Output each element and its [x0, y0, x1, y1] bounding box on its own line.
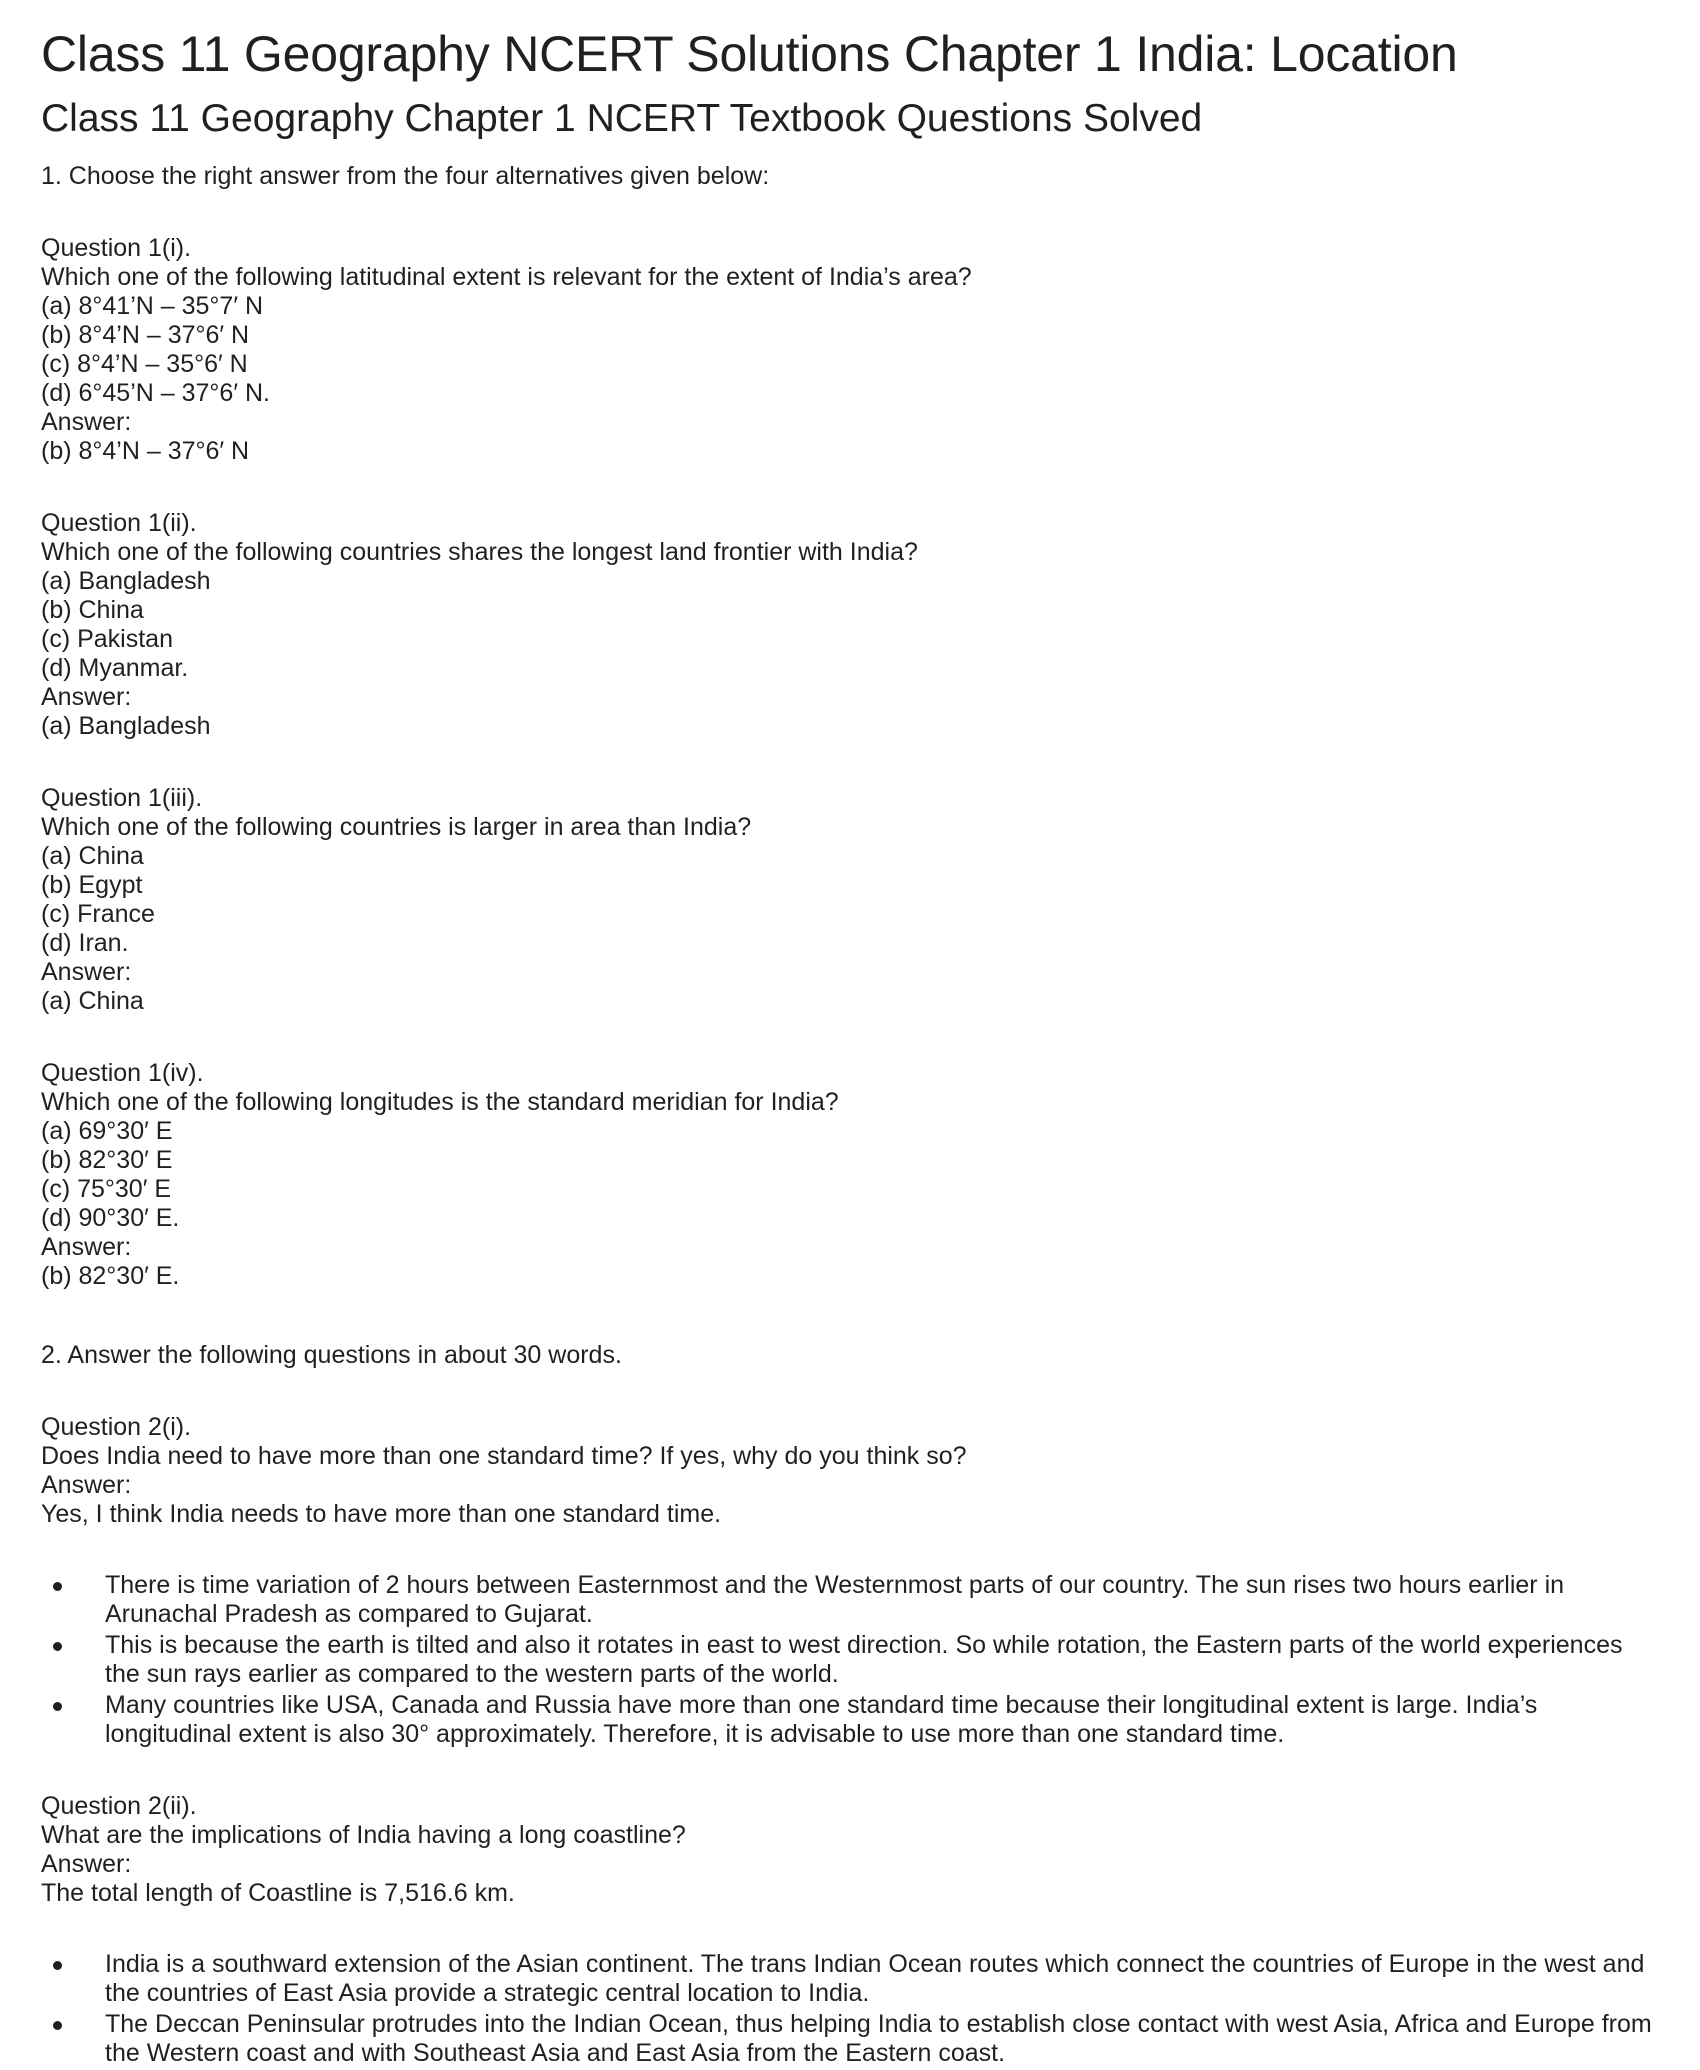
answer-text: The total length of Coastline is 7,516.6 km.	[41, 1879, 515, 1907]
question-block	[41, 1413, 1681, 1529]
option-c: (c) France	[41, 900, 155, 928]
option-a: (a) China	[41, 842, 144, 870]
question-block	[41, 1792, 1681, 1908]
option-d: (d) 6°45’N – 37°6′ N.	[41, 379, 270, 407]
bullet-line: There is time variation of 2 hours between Easternmost and the Westernmost parts of our country. The sun rises two hours earlier in	[105, 1571, 1565, 1599]
answer-label: Answer:	[41, 958, 132, 986]
answer-label: Answer:	[41, 1233, 132, 1261]
option-a: (a) Bangladesh	[41, 567, 211, 595]
bullet-line: India is a southward extension of the Asian continent. The trans Indian Ocean routes which connect the countries of Europe in the west and	[105, 1950, 1645, 1978]
bullet-icon	[53, 1961, 62, 1970]
question-text: Which one of the following countries is larger in area than India?	[41, 813, 752, 841]
bullet-line: This is because the earth is tilted and also it rotates in east to west direction. So while rotation, the Eastern parts of the world experiences	[105, 1631, 1623, 1659]
bullet-list	[41, 1571, 1681, 1749]
option-b: (b) 82°30′ E	[41, 1146, 173, 1174]
bullet-list	[41, 1950, 1681, 2068]
question-label: Question 1(iii).	[41, 784, 203, 812]
bullet-item	[41, 1691, 1700, 1749]
option-d: (d) Myanmar.	[41, 654, 189, 682]
document	[41, 22, 1681, 2070]
bullet-item	[41, 1631, 1700, 1689]
bullet-icon	[53, 1582, 62, 1591]
bullet-line: Arunachal Pradesh as compared to Gujarat.	[105, 1600, 593, 1628]
page-subtitle: Class 11 Geography Chapter 1 NCERT Textbook Questions Solved	[41, 97, 1203, 140]
answer-label: Answer:	[41, 408, 132, 436]
bullet-line: Many countries like USA, Canada and Russia have more than one standard time because their longitudinal extent is large. India’s	[105, 1691, 1538, 1719]
question-text: What are the implications of India having a long coastline?	[41, 1821, 686, 1849]
question-label: Question 1(ii).	[41, 509, 197, 537]
answer-label: Answer:	[41, 683, 132, 711]
option-a: (a) 8°41’N – 35°7′ N	[41, 292, 264, 320]
answer-text: (a) Bangladesh	[41, 712, 211, 740]
question-block	[41, 1059, 1681, 1291]
option-d: (d) 90°30′ E.	[41, 1204, 180, 1232]
question-text: Does India need to have more than one standard time? If yes, why do you think so?	[41, 1442, 967, 1470]
question-label: Question 1(iv).	[41, 1059, 204, 1087]
bullet-line: the countries of East Asia provide a strategic central location to India.	[105, 1979, 870, 2007]
question-label: Question 2(ii).	[41, 1792, 197, 1820]
question-text: Which one of the following latitudinal extent is relevant for the extent of India’s area?	[41, 263, 972, 291]
answer-text: Yes, I think India needs to have more than one standard time.	[41, 1500, 722, 1528]
option-d: (d) Iran.	[41, 929, 129, 957]
bullet-item	[41, 1950, 1700, 2008]
bullet-icon	[53, 1642, 62, 1651]
question-text: Which one of the following countries shares the longest land frontier with India?	[41, 538, 918, 566]
question-label: Question 2(i).	[41, 1413, 192, 1441]
bullet-icon	[53, 1702, 62, 1711]
bullet-item	[41, 1571, 1700, 1629]
answer-text: (a) China	[41, 987, 144, 1015]
section-2-intro: 2. Answer the following questions in about 30 words.	[41, 1341, 622, 1369]
question-block	[41, 234, 1681, 466]
option-a: (a) 69°30′ E	[41, 1117, 173, 1145]
option-b: (b) China	[41, 596, 144, 624]
answer-text: (b) 8°4’N – 37°6′ N	[41, 437, 250, 465]
page-title: Class 11 Geography NCERT Solutions Chapter 1 India: Location	[41, 26, 1458, 82]
question-block	[41, 509, 1681, 741]
section-1-intro: 1. Choose the right answer from the four alternatives given below:	[41, 162, 770, 190]
question-block	[41, 784, 1681, 1016]
answer-text: (b) 82°30′ E.	[41, 1262, 180, 1290]
bullet-icon	[53, 2021, 62, 2030]
option-b: (b) Egypt	[41, 871, 143, 899]
option-c: (c) Pakistan	[41, 625, 173, 653]
answer-label: Answer:	[41, 1471, 132, 1499]
bullet-line: the Western coast and with Southeast Asia and East Asia from the Eastern coast.	[105, 2039, 1006, 2067]
option-b: (b) 8°4’N – 37°6′ N	[41, 321, 250, 349]
question-text: Which one of the following longitudes is the standard meridian for India?	[41, 1088, 839, 1116]
bullet-item	[41, 2010, 1700, 2068]
bullet-line: The Deccan Peninsular protrudes into the Indian Ocean, thus helping India to establish close contact with west Asia, Africa and Europe from	[105, 2010, 1652, 2038]
option-c: (c) 75°30′ E	[41, 1175, 172, 1203]
answer-label: Answer:	[41, 1850, 132, 1878]
bullet-line: the sun rays earlier as compared to the western parts of the world.	[105, 1660, 839, 1688]
option-c: (c) 8°4’N – 35°6′ N	[41, 350, 248, 378]
question-label: Question 1(i).	[41, 234, 192, 262]
bullet-line: longitudinal extent is also 30° approximately. Therefore, it is advisable to use more than one standard time.	[105, 1720, 1285, 1748]
